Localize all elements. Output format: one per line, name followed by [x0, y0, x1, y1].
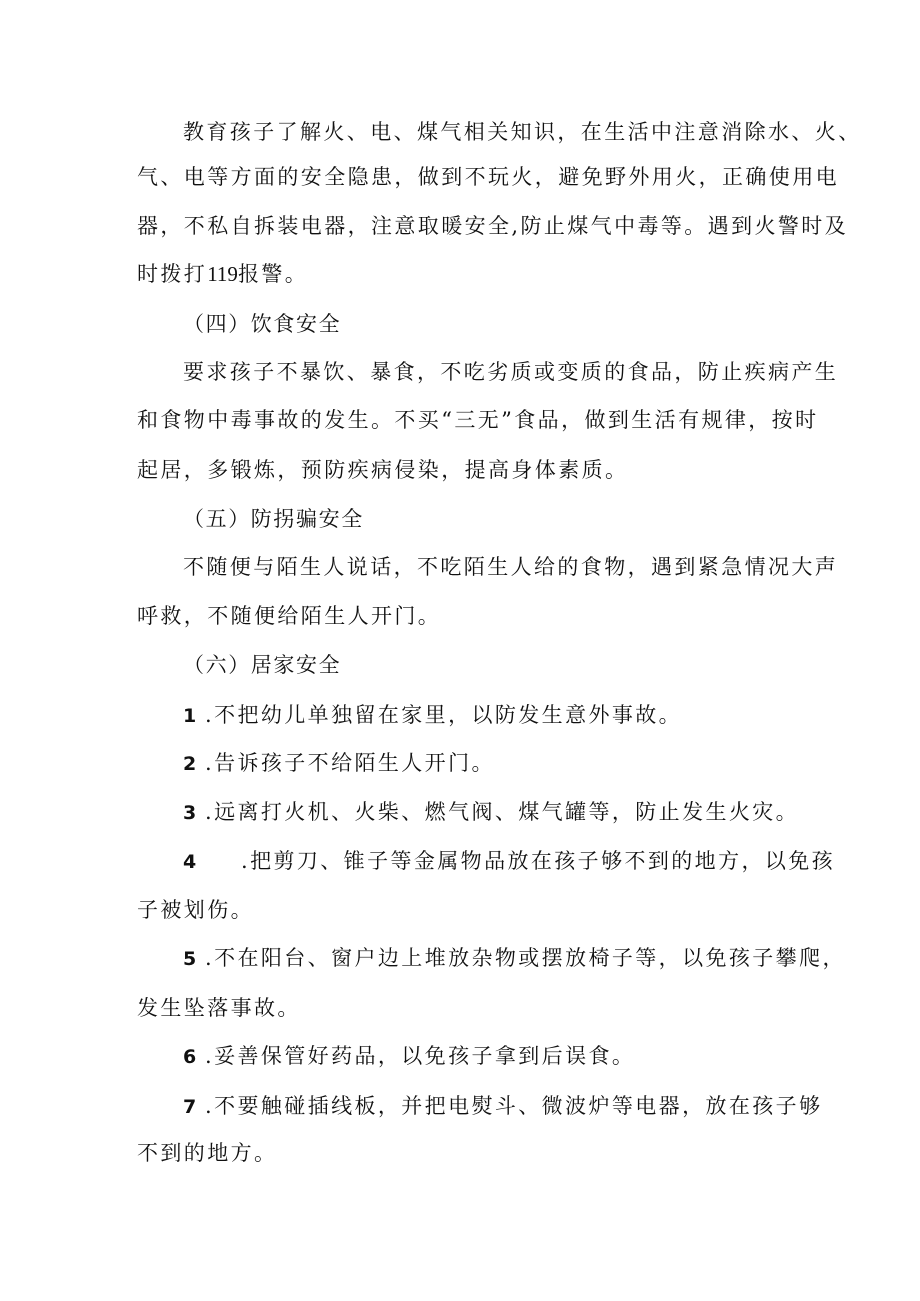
list-item	[0, 944, 920, 973]
list-number: 3	[183, 802, 199, 824]
list-text: .妥善保管好药品，以免孩子拿到后误食。	[205, 1044, 636, 1068]
list-text: .告诉孩子不给陌生人开门。	[205, 751, 495, 775]
list-text: .不在阳台、窗户边上堆放杂物或摆放椅子等，以免孩子攀爬，	[205, 946, 846, 970]
list-item-continuation: 发生坠落事故。	[137, 996, 301, 1020]
paragraph-line: 要求孩子不暴饮、暴食，不吃劣质或变质的食品，防止疾病产生	[183, 360, 839, 384]
paragraph-line: 不随便与陌生人说话，不吃陌生人给的食物，遇到紧急情况大声	[183, 555, 839, 579]
section-heading: （四）饮食安全	[183, 312, 342, 336]
list-text: .不把幼儿单独留在家里，以防发生意外事故。	[205, 703, 683, 727]
list-text: .把剪刀、锥子等金属物品放在孩子够不到的地方，以免孩	[241, 849, 836, 873]
paragraph-line: 气、电等方面的安全隐患，做到不玩火，避免野外用火，正确使用电	[137, 165, 839, 189]
paragraph-line: 器，不私自拆装电器，注意取暖安全,防止煤气中毒等。遇到火警时及	[137, 214, 849, 238]
paragraph-line: 和食物中毒事故的发生。不买“三无”食品，做到生活有规律，按时	[137, 408, 819, 432]
paragraph-line: 呼救，不随便给陌生人开门。	[137, 604, 442, 628]
list-item	[0, 749, 920, 778]
list-item	[0, 798, 920, 827]
paragraph-line: 起居，多锻炼，预防疾病侵染，提高身体素质。	[137, 458, 629, 482]
list-item-continuation: 子被划伤。	[137, 898, 254, 922]
list-item-continuation: 不到的地方。	[137, 1141, 278, 1165]
list-number: 4	[183, 851, 199, 873]
section-heading: （五）防拐骗安全	[183, 507, 364, 531]
list-item	[0, 1092, 920, 1121]
list-number: 5	[183, 948, 199, 970]
list-text: .不要触碰插线板，并把电熨斗、微波炉等电器，放在孩子够	[205, 1094, 823, 1118]
paragraph-line: 教育孩子了解火、电、煤气相关知识，在生活中注意消除水、火、	[183, 120, 862, 144]
list-item	[0, 1042, 920, 1071]
text-fragment: 报警。	[237, 262, 309, 286]
list-number: 1	[183, 705, 199, 727]
paragraph-line	[0, 260, 920, 288]
list-text: .远离打火机、火柴、燃气阀、煤气罐等，防止发生火灾。	[205, 800, 800, 824]
list-number: 6	[183, 1046, 199, 1068]
phone-number: 119	[207, 262, 238, 286]
list-item	[0, 701, 920, 730]
list-item	[0, 847, 920, 876]
list-number: 7	[183, 1096, 199, 1118]
text-fragment: 时拨打	[137, 262, 208, 286]
list-number: 2	[183, 753, 199, 775]
section-heading: （六）居家安全	[183, 653, 342, 677]
